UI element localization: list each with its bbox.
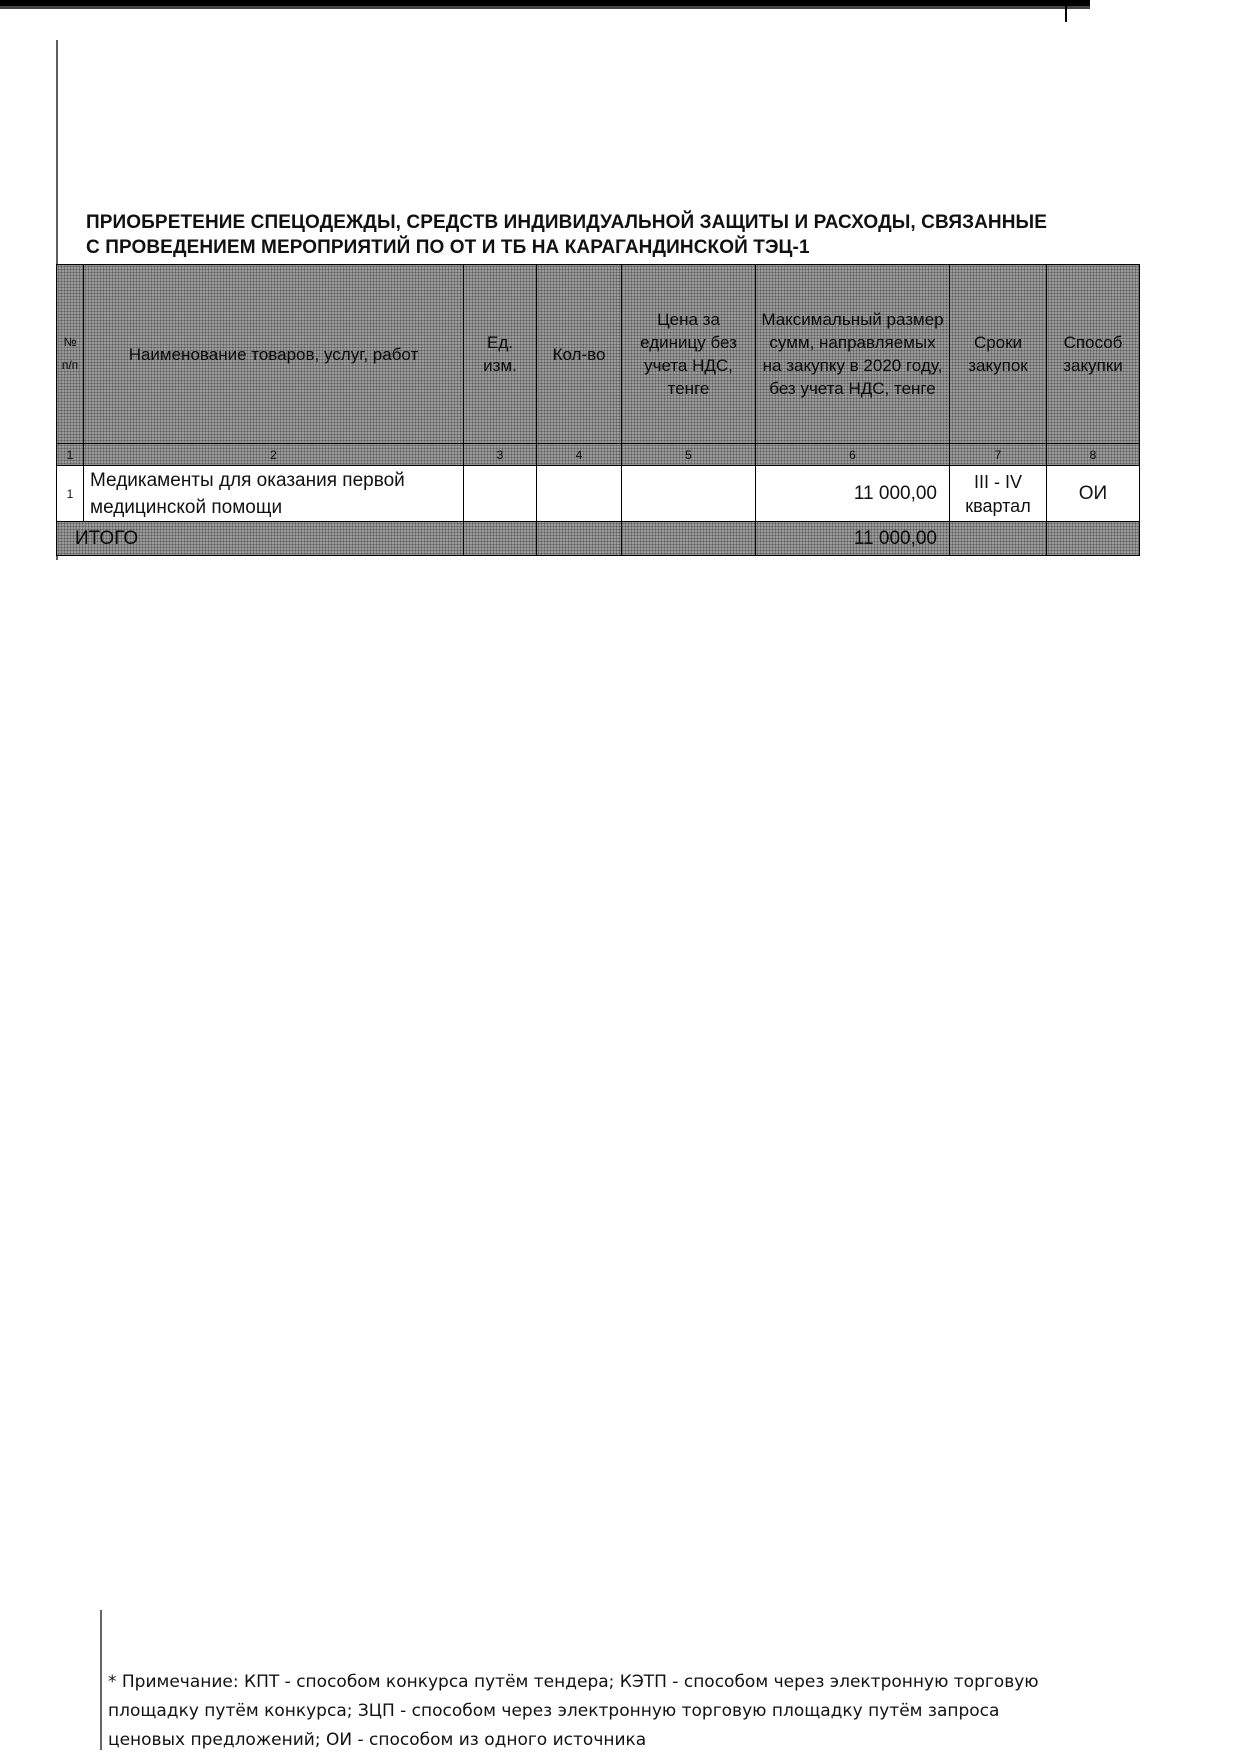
header-name: Наименование товаров, услуг, работ (84, 265, 464, 444)
column-number: 8 (1047, 444, 1140, 466)
row-term-unit: квартал (965, 495, 1031, 516)
total-empty (950, 522, 1047, 556)
document-title (86, 210, 1136, 260)
row-number: 1 (57, 466, 84, 522)
header-unit: Ед. изм. (464, 265, 537, 444)
column-number: 7 (950, 444, 1047, 466)
column-number: 1 (57, 444, 84, 466)
row-item-name: Медикаменты для оказания первой медицинской помощи (84, 466, 464, 522)
scan-mark (1065, 6, 1067, 22)
scan-top-edge (0, 0, 1090, 12)
table-header-row (57, 265, 1140, 444)
column-number-row (57, 444, 1140, 466)
procurement-table (56, 264, 1140, 556)
total-sum: 11 000,00 (756, 522, 950, 556)
column-number: 3 (464, 444, 537, 466)
column-number: 2 (84, 444, 464, 466)
header-term: Сроки закупок (950, 265, 1047, 444)
header-number: № п/п (57, 265, 84, 444)
row-term (950, 466, 1047, 522)
row-method: ОИ (1047, 466, 1140, 522)
row-price (622, 466, 756, 522)
scan-left-edge-bottom (100, 1610, 102, 1750)
footnote-line-1: * Примечание: КПТ - способом конкурса путём тендера; КЭТП - способом через электронную торговую (108, 1672, 1039, 1692)
footnote (108, 1668, 1128, 1755)
header-max-sum: Максимальный размер сумм, направляемых на закупку в 2020 году, без учета НДС, тенге (756, 265, 950, 444)
total-label: ИТОГО (57, 522, 464, 556)
column-number: 6 (756, 444, 950, 466)
footnote-line-2: площадку путём конкурса; ЗЦП - способом через электронную торговую площадку путём запроса (108, 1701, 1000, 1721)
header-method: Способ закупки (1047, 265, 1140, 444)
title-line-1: ПРИОБРЕТЕНИЕ СПЕЦОДЕЖДЫ, СРЕДСТВ ИНДИВИДУАЛЬНОЙ ЗАЩИТЫ И РАСХОДЫ, СВЯЗАННЫЕ (86, 212, 1048, 233)
row-quantity (537, 466, 622, 522)
total-empty (537, 522, 622, 556)
row-unit (464, 466, 537, 522)
total-empty (464, 522, 537, 556)
row-sum: 11 000,00 (756, 466, 950, 522)
column-number: 5 (622, 444, 756, 466)
footnote-line-3: ценовых предложений; ОИ - способом из одного источника (108, 1730, 647, 1750)
row-term-period: III - IV (973, 471, 1022, 492)
column-number: 4 (537, 444, 622, 466)
header-price: Цена за единицу без учета НДС, тенге (622, 265, 756, 444)
table-row (57, 466, 1140, 522)
title-line-2: С ПРОВЕДЕНИЕМ МЕРОПРИЯТИЙ ПО ОТ И ТБ НА КАРАГАНДИНСКОЙ ТЭЦ-1 (86, 237, 810, 258)
total-empty (622, 522, 756, 556)
header-quantity: Кол-во (537, 265, 622, 444)
total-row (57, 522, 1140, 556)
total-empty (1047, 522, 1140, 556)
